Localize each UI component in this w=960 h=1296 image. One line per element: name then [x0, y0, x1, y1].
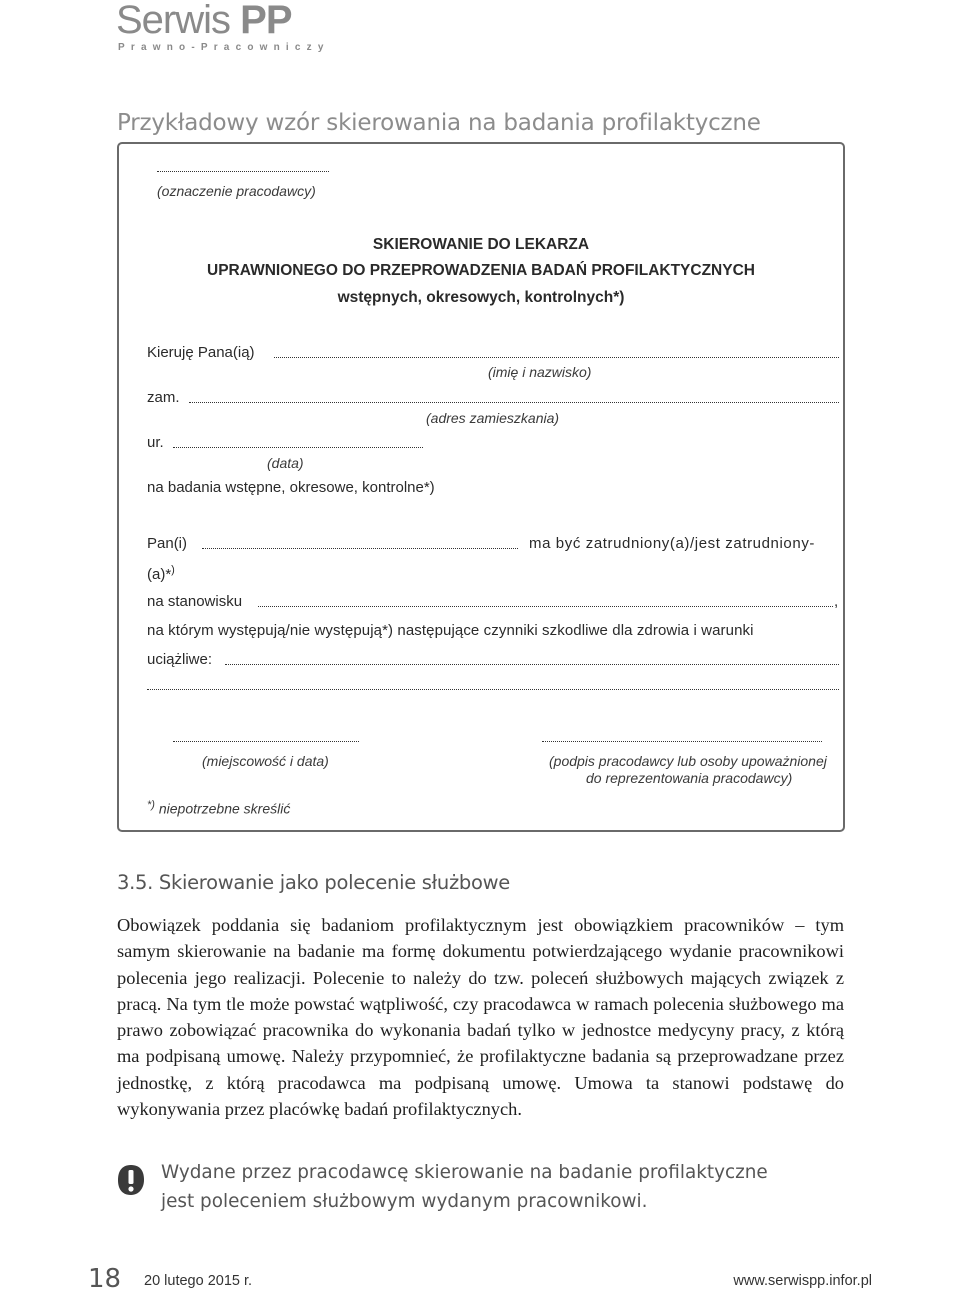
- exclamation-icon: [117, 1164, 145, 1196]
- hazard-factors-line: na którym występują/nie występują*) następujące czynniki szkodliwe dla zdrowia i warunki: [147, 622, 754, 639]
- conditions-dotted-line-2: [147, 688, 839, 690]
- subsection-title: 3.5. Skierowanie jako polecenie służbowe: [117, 871, 510, 894]
- uciazliwe-label: uciążliwe:: [147, 651, 213, 668]
- ur-label: ur.: [147, 434, 164, 451]
- address-dotted-line: [189, 401, 839, 403]
- website-url: www.serwispp.infor.pl: [733, 1273, 872, 1289]
- zam-label: zam.: [147, 389, 180, 406]
- exam-types-line: na badania wstępne, okresowe, kontrolne*): [147, 479, 435, 496]
- pan-label: Pan(i): [147, 535, 188, 552]
- section-title: Przykładowy wzór skierowania na badania profilaktyczne: [117, 110, 761, 136]
- footnote: *) niepotrzebne skreślić: [147, 799, 291, 817]
- note-text: [161, 1158, 851, 1216]
- position-comma: ,: [834, 593, 839, 610]
- issue-date: 20 lutego 2015 r.: [144, 1273, 253, 1289]
- name-label: (imię i nazwisko): [488, 364, 592, 380]
- referral-form: [117, 142, 845, 832]
- pan-dotted-line: [202, 547, 518, 549]
- address-label: (adres zamieszkania): [426, 410, 560, 426]
- birth-date-label: (data): [267, 455, 304, 471]
- kieruje-label: Kieruję Pana(ią): [147, 344, 255, 361]
- a-star-text: (a)*): [147, 564, 175, 583]
- employer-dotted-line: [157, 170, 329, 172]
- place-date-dotted-line: [173, 740, 359, 742]
- position-label: na stanowisku: [147, 593, 243, 610]
- signature-label-2: do reprezentowania pracodawcy): [586, 770, 793, 786]
- place-date-label: (miejscowość i data): [202, 753, 329, 769]
- note-line-1: Wydane przez pracodawcę skierowanie na badanie profilaktyczne: [161, 1162, 768, 1183]
- employment-status-text: ma być zatrudniony(a)/jest zatrudniony-: [529, 535, 816, 552]
- signature-label-1: (podpis pracodawcy lub osoby upoważnionej: [549, 753, 827, 769]
- birth-date-dotted-line: [173, 446, 423, 448]
- publication-logo: [116, 0, 330, 53]
- form-title-line2: UPRAWNIONEGO DO PRZEPROWADZENIA BADAŃ PROFILAKTYCZNYCH: [207, 262, 755, 279]
- name-dotted-line: [274, 356, 839, 358]
- signature-dotted-line: [542, 740, 822, 742]
- page-number: 18: [88, 1264, 122, 1294]
- conditions-dotted-line-1: [225, 663, 839, 665]
- form-title-line1: SKIEROWANIE DO LEKARZA: [372, 236, 590, 253]
- body-paragraph: Obowiązek poddania się badaniom profilaktycznym jest obowiązkiem pracowników – tym samym skierowanie na badanie ma formę dokumentu potwierdzającego wydanie pracownikowi polecenia jego realizacji. Polecenie to należy do tzw. poleceń służbowych mających związek z pracą. Na tym tle może powstać wątpliwość, czy pracodawca w ramach polecenia służbowego ma prawo zobowiązać pracownika do wykonania badań tylko w jednostce medycyny pracy, z którą ma podpisaną umowę. Należy przypomnieć, że profilaktyczne badania są przeprowadzane przez jednostkę, z którą pracodawca ma podpisaną umowę. Umowa ta stanowi podstawę do wykonywania przez placówkę badań profilaktycznych.: [117, 915, 844, 1120]
- logo-main-text: Serwis: [116, 0, 231, 42]
- form-title-line3: wstępnych, okresowych, kontrolnych*): [337, 289, 625, 306]
- logo-subtitle: Prawno-Pracowniczy: [118, 42, 330, 53]
- employer-label: (oznaczenie pracodawcy): [157, 183, 316, 199]
- logo-pp-text: PP: [240, 0, 292, 42]
- position-dotted-line: [258, 605, 833, 607]
- note-line-2: jest poleceniem służbowym wydanym pracownikowi.: [161, 1191, 648, 1212]
